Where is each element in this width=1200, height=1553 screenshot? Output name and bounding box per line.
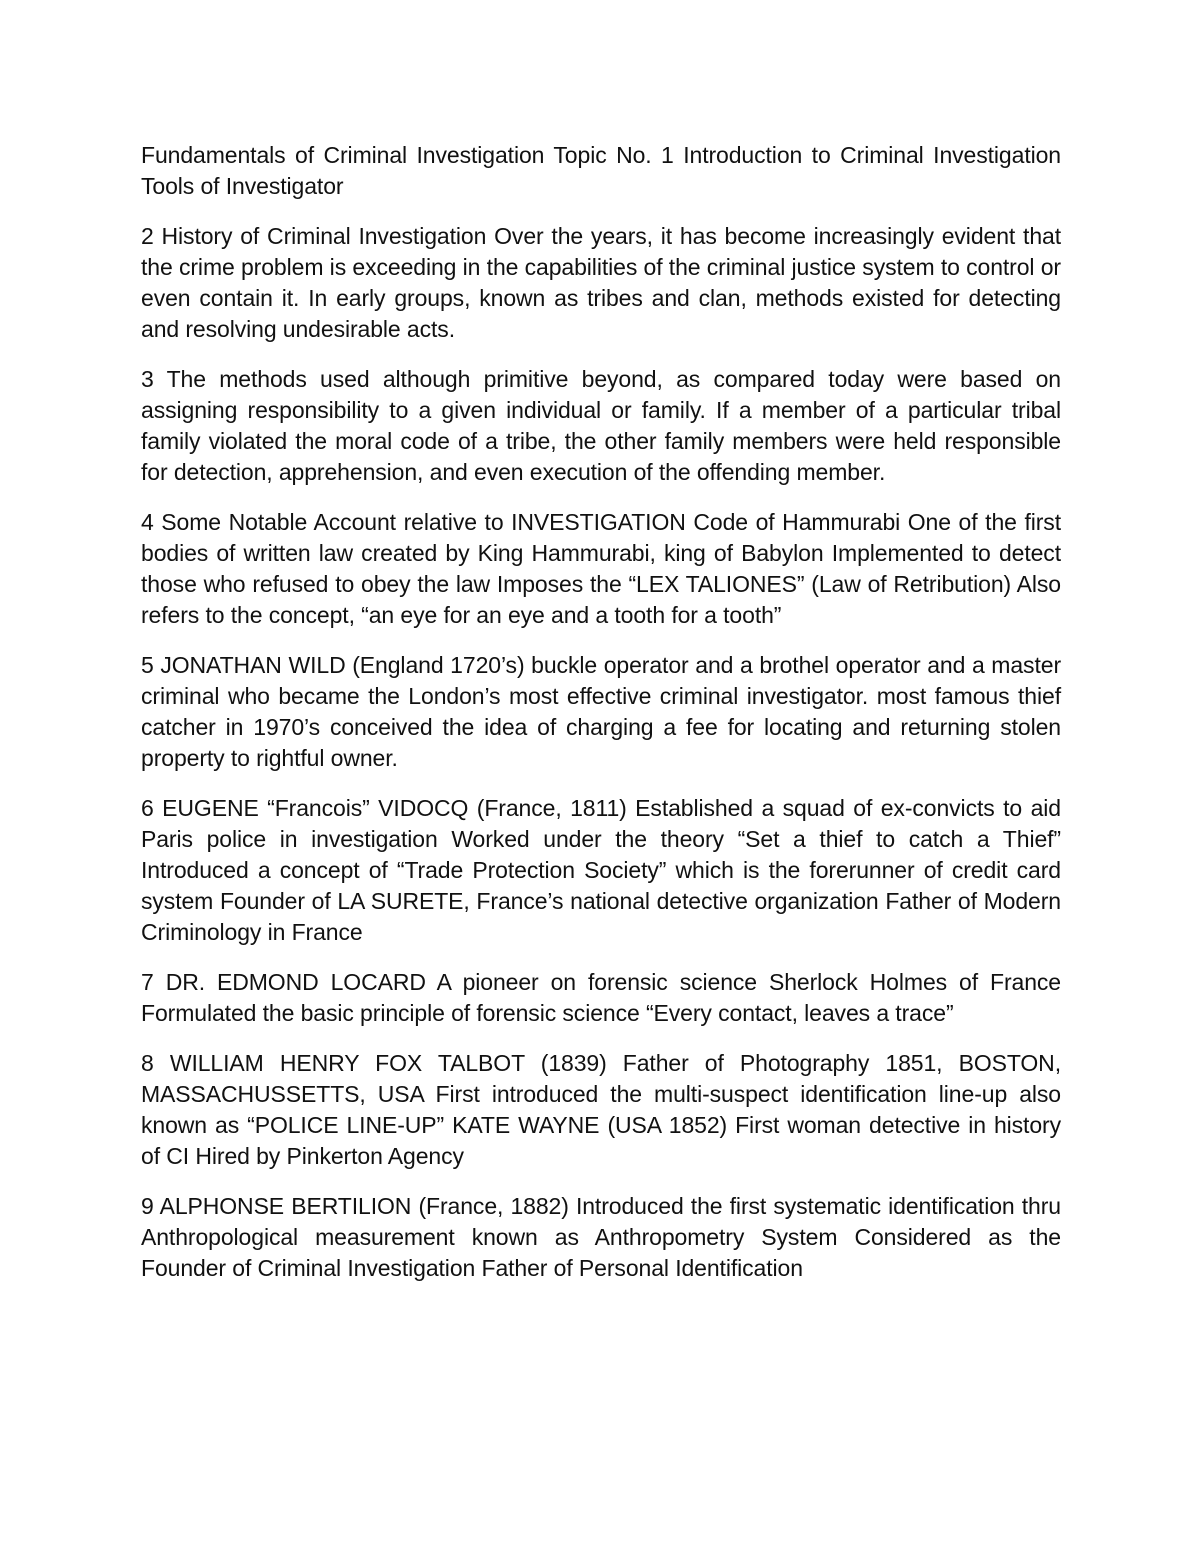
paragraph-3-methods: 3 The methods used although primitive beyond, as compared today were based on assigning responsibility to a given individual or family. If a member of a particular tribal family violated the moral code of a tribe, the other family members were held responsible for detection, apprehension, and even execution of the offending member. bbox=[141, 366, 1061, 485]
paragraph-2-history: 2 History of Criminal Investigation Over the years, it has become increasingly evident that the crime problem is exceeding in the capabilities of the criminal justice system to control or even contain it. In early groups, known as tribes and clan, methods existed for detecting and resolving undesirable acts. bbox=[141, 223, 1061, 342]
paragraph-4-hammurabi: 4 Some Notable Account relative to INVESTIGATION Code of Hammurabi One of the first bodies of written law created by King Hammurabi, king of Babylon Implemented to detect those who refused to obey the law Imposes the “LEX TALIONES” (Law of Retribution) Also refers to the concept, “an eye for an eye and a tooth for a tooth” bbox=[141, 509, 1061, 628]
paragraph-9-bertilion: 9 ALPHONSE BERTILION (France, 1882) Introduced the first systematic identification thru Anthropological measurement known as Anthropometry System Considered as the Founder of Criminal Investigation Father of Personal Identification bbox=[141, 1193, 1061, 1281]
paragraph-8-talbot: 8 WILLIAM HENRY FOX TALBOT (1839) Father of Photography 1851, BOSTON, MASSACHUSSETTS, USA First introduced the multi-suspect identification line-up also known as “POLICE LINE-UP” KATE WAYNE (USA 1852) First woman detective in history of CI Hired by Pinkerton Agency bbox=[141, 1050, 1061, 1169]
paragraph-6-vidocq: 6 EUGENE “Francois” VIDOCQ (France, 1811) Established a squad of ex-convicts to aid Paris police in investigation Worked under the theory “Set a thief to catch a Thief” Introduced a concept of “Trade Protection Society” which is the forerunner of credit card system Founder of LA SURETE, France’s national detective organization Father of Modern Criminology in France bbox=[141, 795, 1061, 945]
paragraph-5-jonathan-wild: 5 JONATHAN WILD (England 1720’s) buckle operator and a brothel operator and a master criminal who became the London’s most effective criminal investigator. most famous thief catcher in 1970’s conceived the idea of charging a fee for locating and returning stolen property to rightful owner. bbox=[141, 652, 1061, 771]
paragraph-7-locard: 7 DR. EDMOND LOCARD A pioneer on forensic science Sherlock Holmes of France Formulated the basic principle of forensic science “Every contact, leaves a trace” bbox=[141, 969, 1061, 1026]
paragraph-title: Fundamentals of Criminal Investigation Topic No. 1 Introduction to Criminal Investigation Tools of Investigator bbox=[141, 142, 1061, 199]
document-body bbox=[141, 140, 1061, 1303]
